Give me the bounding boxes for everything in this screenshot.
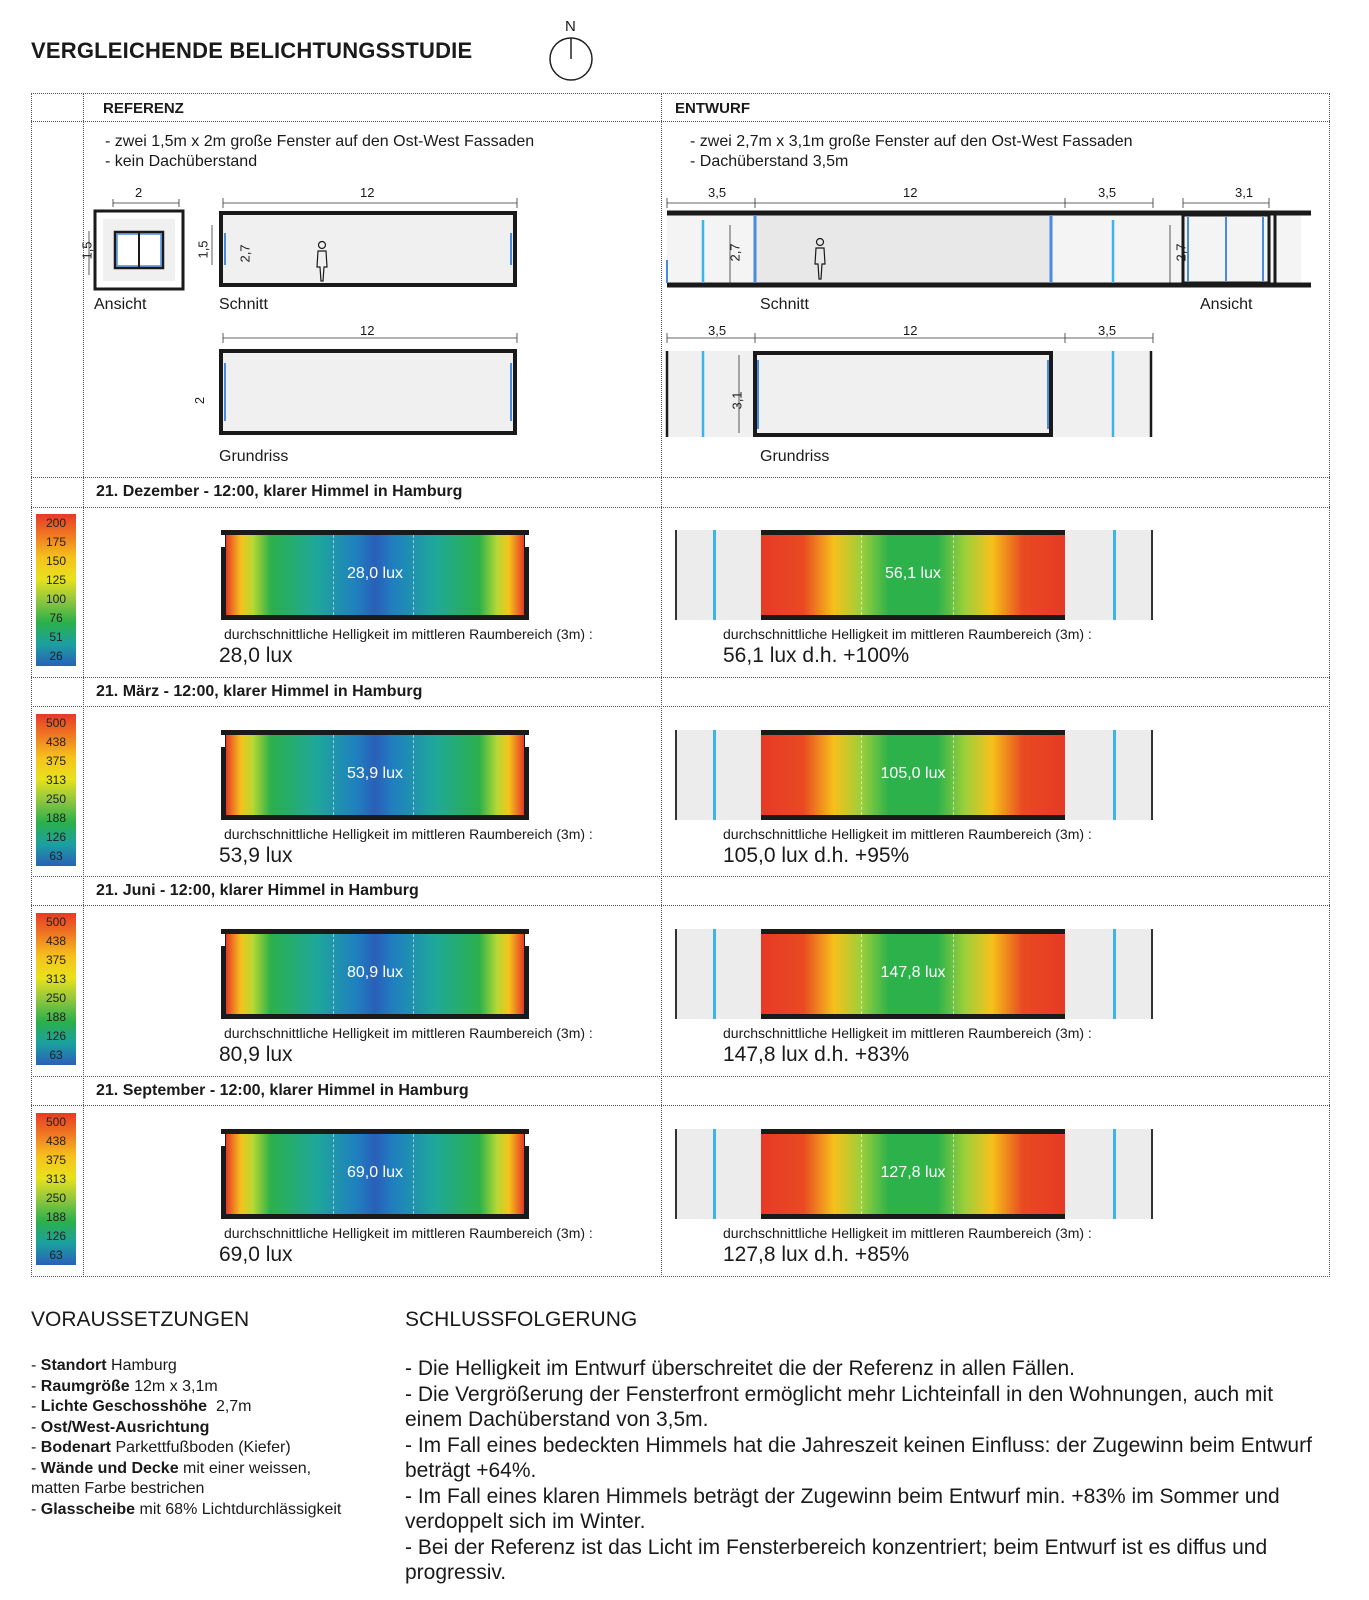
scale-value: 250 — [45, 792, 67, 806]
scale-value: 100 — [45, 592, 67, 606]
prereq-item: - Standort Hamburg — [31, 1357, 177, 1374]
prereq-item-key: Glasscheibe — [40, 1500, 136, 1518]
prereq-item: - Raumgröße 12m x 3,1m — [31, 1377, 218, 1395]
scale-value: 63 — [49, 1048, 63, 1062]
design-avg-value: 56,1 lux d.h. +100% — [723, 644, 910, 667]
design-heatmap — [761, 730, 1065, 820]
dim-height-1-5: 1,5 — [79, 241, 95, 260]
scale-value: 375 — [45, 1153, 67, 1167]
prereq-item-key: Raumgröße — [40, 1377, 130, 1395]
reference-lux-label: 69,0 lux — [346, 1164, 404, 1181]
design-avg-label: durchschnittliche Helligkeit im mittleren Raumbereich (3m) : — [723, 1225, 1092, 1241]
dim-height-2-7: 2,7 — [727, 243, 743, 262]
season-title: 21. Dezember - 12:00, klarer Himmel in Hamburg — [96, 483, 463, 500]
prereq-item-value: 2,7m — [207, 1398, 252, 1415]
label-grundriss: Grundriss — [219, 448, 289, 465]
design-lux-label: 56,1 lux — [884, 565, 942, 582]
dim-width-2: 2 — [135, 185, 143, 200]
reference-avg-label: durchschnittliche Helligkeit im mittleren Raumbereich (3m) : — [224, 1225, 593, 1241]
prereq-item-value: matten Farbe bestrichen — [31, 1480, 205, 1497]
scale-value: 250 — [45, 1191, 67, 1205]
compass-north-label: N — [565, 18, 576, 35]
column-header-design: ENTWURF — [675, 100, 750, 117]
season-title: 21. März - 12:00, klarer Himmel in Hamburg — [96, 683, 423, 700]
reference-avg-label: durchschnittliche Helligkeit im mittleren Raumbereich (3m) : — [224, 1025, 593, 1041]
scale-value: 150 — [45, 554, 67, 568]
scale-value: 438 — [45, 934, 67, 948]
scale-value: 313 — [45, 1172, 67, 1186]
scale-value: 250 — [45, 991, 67, 1005]
scale-value: 188 — [45, 1210, 67, 1224]
prereq-item: - Lichte Geschosshöhe 2,7m — [31, 1398, 252, 1415]
column-header-reference: REFERENZ — [103, 100, 184, 117]
design-avg-label: durchschnittliche Helligkeit im mittleren Raumbereich (3m) : — [723, 626, 1092, 642]
page-title: VERGLEICHENDE BELICHTUNGSSTUDIE — [31, 38, 473, 63]
design-lux-label: 105,0 lux — [880, 765, 946, 782]
season-title: 21. Juni - 12:00, klarer Himmel in Hamburg — [96, 882, 419, 899]
color-scale-legend — [36, 714, 76, 866]
reference-avg-value: 28,0 lux — [219, 644, 293, 667]
dim-length-12: 12 — [903, 323, 918, 338]
scale-value: 125 — [45, 573, 67, 587]
scale-value: 438 — [45, 1134, 67, 1148]
reference-avg-value: 53,9 lux — [219, 844, 293, 867]
dim-window-1-5: 1,5 — [195, 240, 211, 259]
scale-value: 313 — [45, 773, 67, 787]
reference-description — [105, 132, 534, 172]
scale-value: 63 — [49, 849, 63, 863]
compass-circle — [548, 18, 596, 84]
prereq-item: - Bodenart Parkettfußboden (Kiefer) — [31, 1439, 291, 1456]
conclusion-item: - Die Vergrößerung der Fensterfront ermöglicht mehr Lichteinfall in den Wohnungen, auch mit einem Dachüberstand von 3,5m. — [405, 1382, 1274, 1431]
dim-width-3-1: 3,1 — [729, 391, 745, 410]
design-description — [690, 132, 1133, 172]
dim-width-3-1: 3,1 — [1235, 185, 1254, 200]
reference-avg-label: durchschnittliche Helligkeit im mittleren Raumbereich (3m) : — [224, 626, 593, 642]
prereq-item-value: Parkettfußboden (Kiefer) — [111, 1439, 291, 1456]
scale-value: 200 — [45, 516, 67, 530]
label-schnitt: Schnitt — [219, 296, 268, 313]
prereq-item-value: 12m x 3,1m — [129, 1377, 218, 1395]
prereq-item-key: Bodenart — [40, 1439, 112, 1456]
reference-heatmap — [221, 1129, 529, 1219]
prereq-item-value: Hamburg — [106, 1357, 177, 1374]
scale-value: 175 — [45, 535, 67, 549]
color-scale-legend — [36, 514, 76, 666]
reference-lux-label: 28,0 lux — [346, 565, 404, 582]
conclusion-title: SCHLUSSFOLGERUNG — [405, 1308, 638, 1331]
dim-width-2: 2 — [192, 396, 208, 405]
scale-value: 375 — [45, 953, 67, 967]
scale-value: 375 — [45, 754, 67, 768]
scale-value: 76 — [49, 611, 63, 625]
compass-icon — [548, 18, 596, 84]
scale-value: 26 — [49, 649, 63, 663]
color-scale-legend — [36, 1113, 76, 1265]
color-scale-legend — [36, 913, 76, 1065]
prereq-item-value: mit einer weissen, — [178, 1459, 312, 1477]
reference-avg-value: 69,0 lux — [219, 1243, 293, 1266]
design-lux-label: 127,8 lux — [880, 1164, 946, 1181]
conclusion-item: - Die Helligkeit im Entwurf überschreitet die der Referenz in allen Fällen. — [405, 1357, 1075, 1380]
design-drawings — [663, 185, 1329, 460]
season-title: 21. September - 12:00, klarer Himmel in Hamburg — [96, 1082, 469, 1099]
reference-heatmap — [221, 730, 529, 820]
dim-height-2-7: 2,7 — [1173, 243, 1189, 262]
dim-height-2-7: 2,7 — [237, 244, 253, 263]
reference-desc-line: - kein Dachüberstand — [105, 153, 258, 170]
reference-desc-line: - zwei 1,5m x 2m große Fenster auf den Ost-West Fassaden — [105, 133, 535, 150]
label-ansicht: Ansicht — [1200, 296, 1253, 313]
prereq-item-key: Ost/West-Ausrichtung — [40, 1418, 210, 1436]
reference-heatmap — [221, 929, 529, 1019]
conclusion-list — [405, 1356, 1330, 1586]
design-heatmap — [761, 530, 1065, 620]
design-desc-line: - zwei 2,7m x 3,1m große Fenster auf den Ost-West Fassaden — [690, 133, 1133, 150]
scale-value: 188 — [45, 1010, 67, 1024]
scale-value: 500 — [45, 915, 67, 929]
prereq-item: - Wände und Decke mit einer weissen, — [31, 1459, 312, 1477]
dim-length-12: 12 — [360, 185, 375, 200]
prereq-item: - Ost/West-Ausrichtung — [31, 1418, 210, 1436]
conclusion-item: - Im Fall eines bedeckten Himmels hat die Jahreszeit keinen Einfluss: der Zugewinn beim Entwurf beträgt +64%. — [405, 1433, 1312, 1482]
reference-lux-label: 53,9 lux — [346, 765, 404, 782]
prereq-item-key: Standort — [40, 1357, 107, 1374]
design-avg-value: 105,0 lux d.h. +95% — [723, 844, 910, 867]
scale-value: 188 — [45, 811, 67, 825]
prereq-title: VORAUSSETZUNGEN — [31, 1308, 250, 1331]
design-avg-value: 147,8 lux d.h. +83% — [723, 1043, 910, 1066]
scale-value: 126 — [45, 1029, 67, 1043]
design-heatmap — [761, 929, 1065, 1019]
prereq-list — [31, 1356, 401, 1520]
conclusion-item: - Im Fall eines klaren Himmels beträgt der Zugewinn beim Entwurf min. +83% im Sommer und verdoppelt sich im Winter. — [405, 1484, 1280, 1533]
dim-overhang-3-5: 3,5 — [1098, 185, 1117, 200]
scale-value: 313 — [45, 972, 67, 986]
design-avg-label: durchschnittliche Helligkeit im mittleren Raumbereich (3m) : — [723, 1025, 1092, 1041]
scale-value: 126 — [45, 830, 67, 844]
scale-value: 438 — [45, 735, 67, 749]
design-desc-line: - Dachüberstand 3,5m — [690, 153, 849, 170]
design-avg-label: durchschnittliche Helligkeit im mittleren Raumbereich (3m) : — [723, 826, 1092, 842]
reference-avg-value: 80,9 lux — [219, 1043, 293, 1066]
prereq-item — [31, 1479, 401, 1500]
scale-value: 126 — [45, 1229, 67, 1243]
prereq-item-value: mit 68% Lichtdurchlässigkeit — [135, 1500, 342, 1518]
label-grundriss: Grundriss — [760, 448, 830, 465]
conclusion-item: - Bei der Referenz ist das Licht im Fensterbereich konzentriert; beim Entwurf ist es diffus und progressiv. — [405, 1535, 1268, 1584]
prereq-item-key: Wände und Decke — [40, 1459, 179, 1477]
label-ansicht: Ansicht — [94, 296, 147, 313]
scale-value: 500 — [45, 716, 67, 730]
prereq-item-key: Lichte Geschosshöhe — [40, 1398, 208, 1415]
dim-overhang-3-5: 3,5 — [1098, 323, 1117, 338]
reference-lux-label: 80,9 lux — [346, 964, 404, 981]
label-schnitt: Schnitt — [760, 296, 809, 313]
scale-value: 63 — [49, 1248, 63, 1262]
scale-value: 500 — [45, 1115, 67, 1129]
design-heatmap — [761, 1129, 1065, 1219]
dim-length-12: 12 — [360, 323, 375, 338]
prereq-item: - Glasscheibe mit 68% Lichtdurchlässigkeit — [31, 1500, 342, 1518]
scale-value: 51 — [49, 630, 63, 644]
dim-overhang-3-5: 3,5 — [708, 185, 727, 200]
design-lux-label: 147,8 lux — [880, 964, 946, 981]
design-avg-value: 127,8 lux d.h. +85% — [723, 1243, 910, 1266]
dim-overhang-3-5: 3,5 — [708, 323, 727, 338]
reference-avg-label: durchschnittliche Helligkeit im mittleren Raumbereich (3m) : — [224, 826, 593, 842]
dim-length-12: 12 — [903, 185, 918, 200]
reference-heatmap — [221, 530, 529, 620]
